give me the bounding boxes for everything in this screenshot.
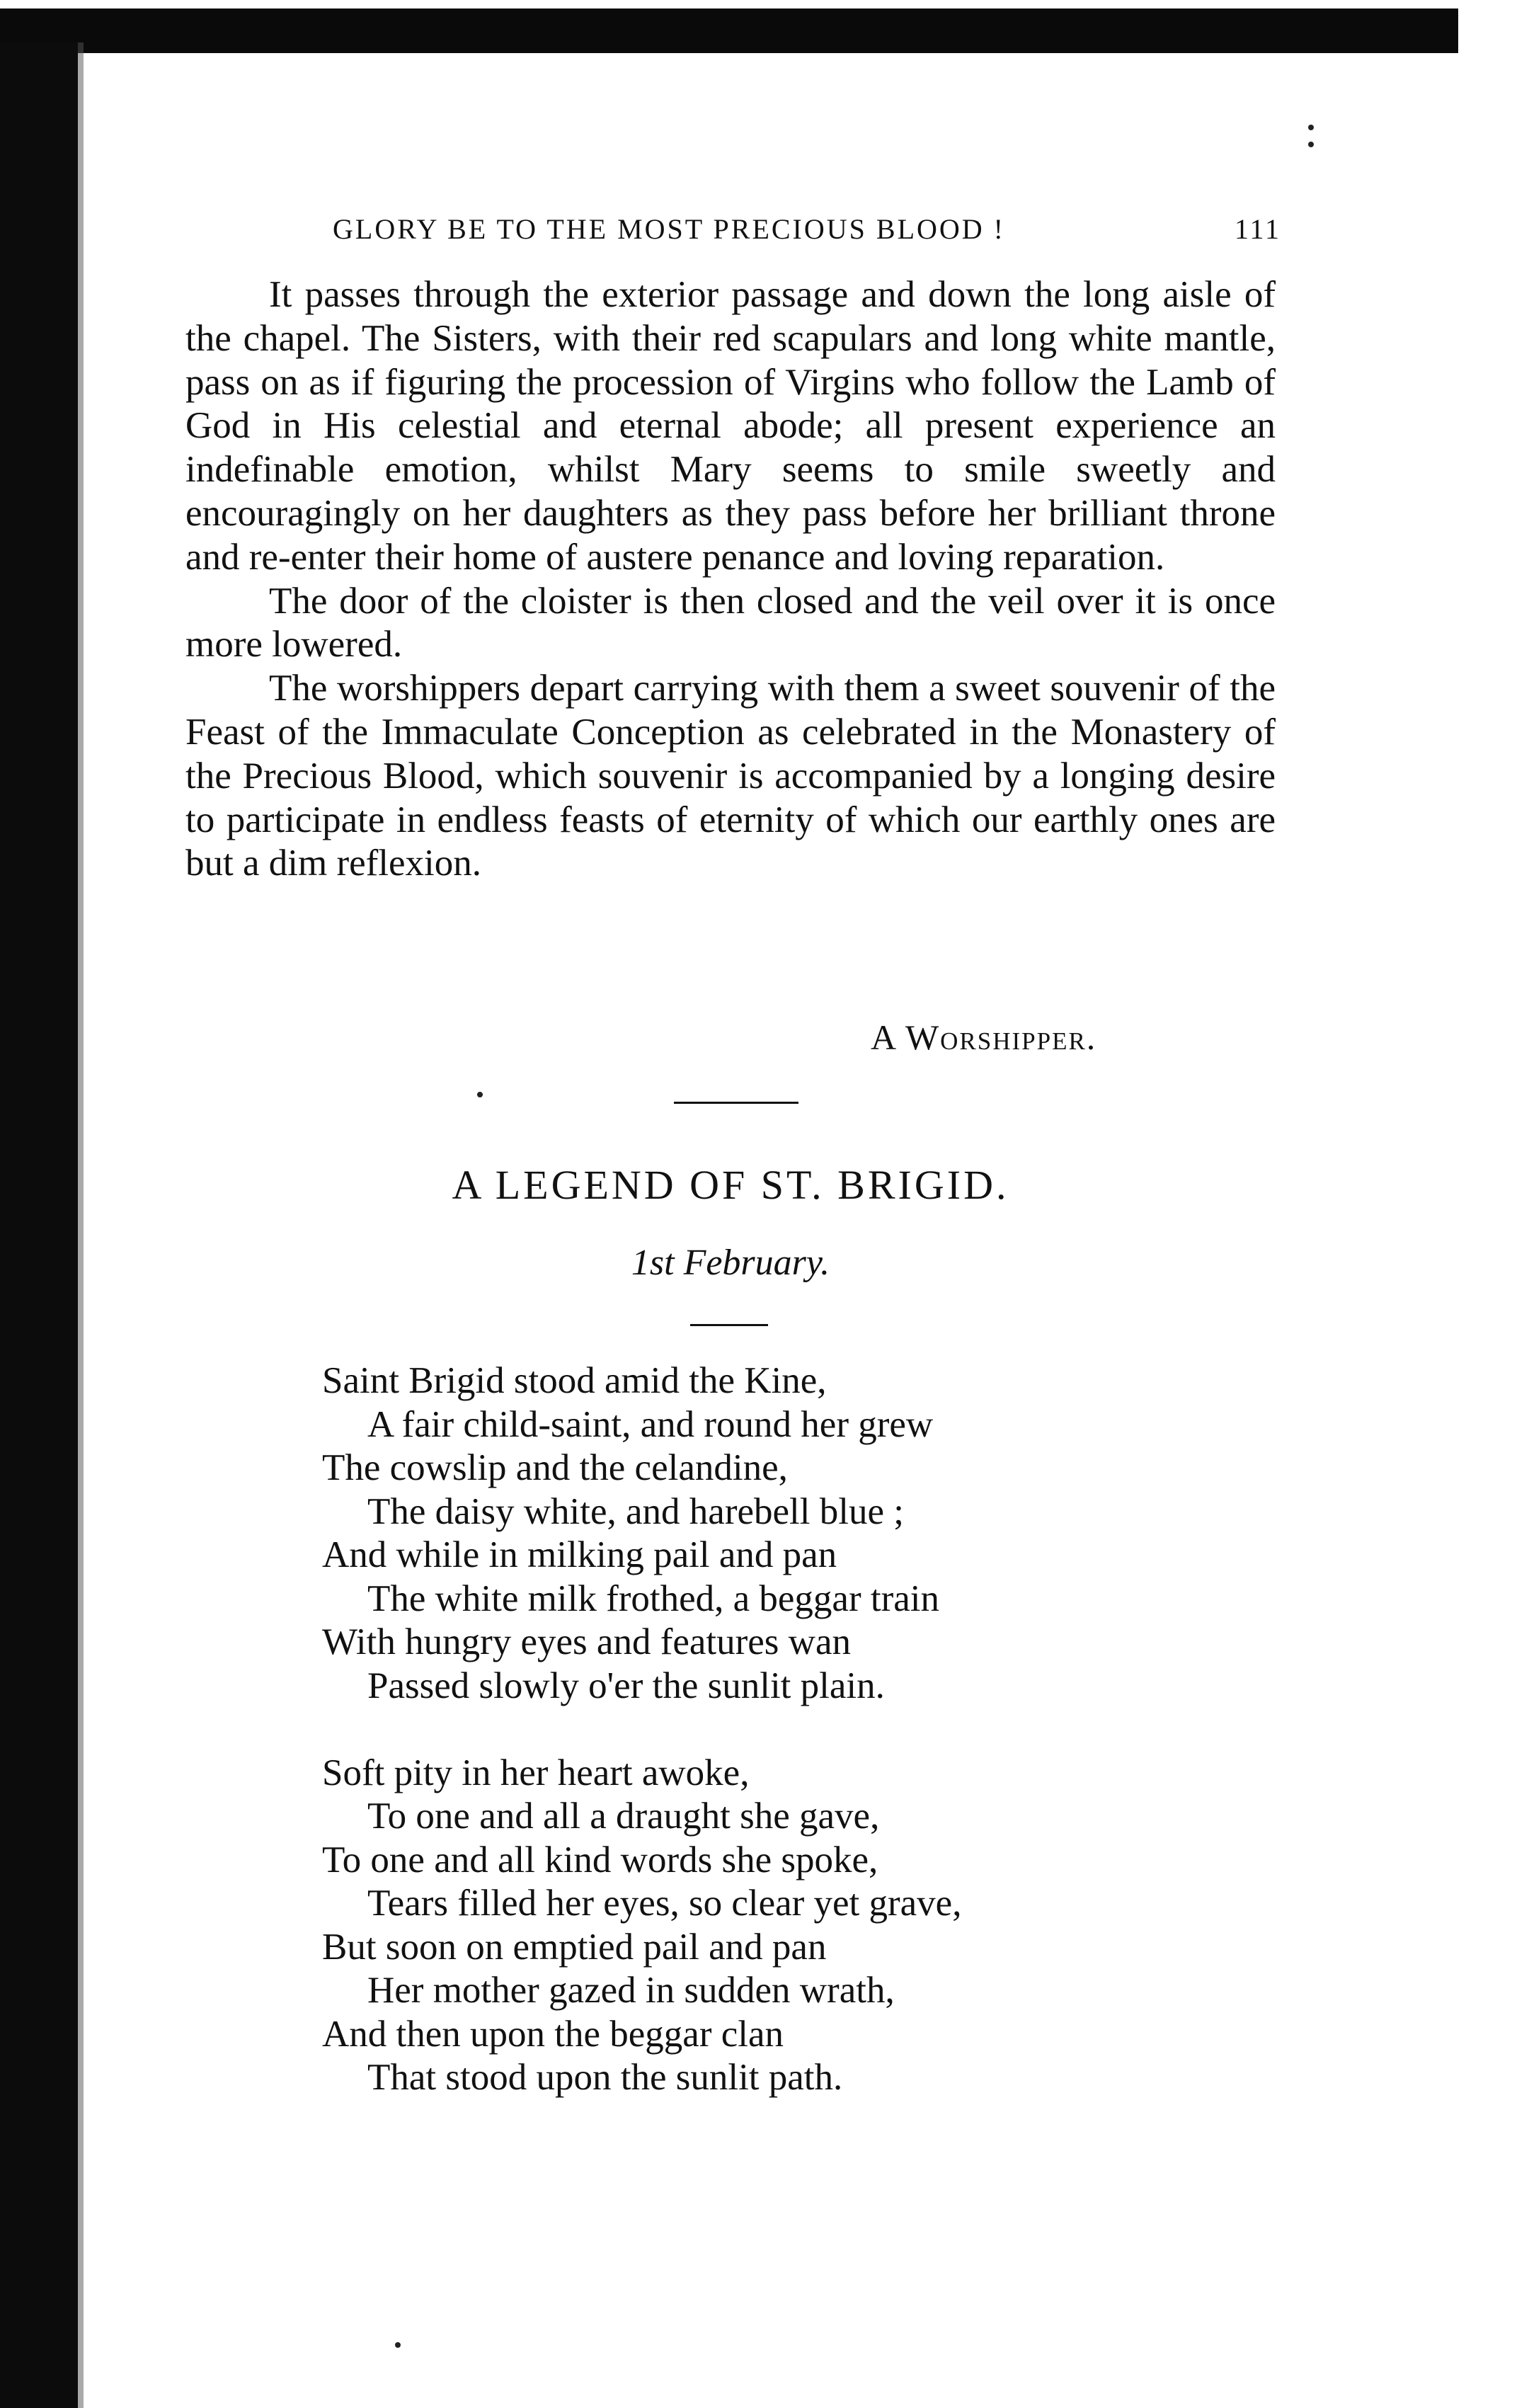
- poem-line: The cowslip and the celandine,: [322, 1447, 788, 1488]
- poem-line: Tears filled her eyes, so clear yet grave,: [367, 1883, 962, 1924]
- page-number: 111: [1234, 213, 1281, 245]
- scan-speck: [477, 1092, 483, 1097]
- scan-speck: [1308, 142, 1314, 147]
- scan-left-edge: [78, 42, 84, 2408]
- poem-line: The white milk frothed, a beggar train: [367, 1577, 939, 1619]
- scan-speck: [1308, 125, 1314, 130]
- scan-speck: [395, 2342, 401, 2348]
- poem-line: And while in milking pail and pan: [322, 1534, 837, 1575]
- poem-line: The daisy white, and harebell blue ;: [367, 1490, 904, 1532]
- signature: A Worshipper.: [871, 1017, 1097, 1057]
- poem-line: And then upon the beggar clan: [322, 2013, 784, 2055]
- poem-line: But soon on emptied pail and pan: [322, 1926, 827, 1968]
- poem-line: Saint Brigid stood amid the Kine,: [322, 1360, 827, 1401]
- paragraph: It passes through the exterior passage and down the long aisle of the chapel. The Sisters, with their red scapulars and long white mantle, pass on as if figuring the procession of Virgins who follow the Lamb of God in His celestial and eternal abode; all present experience an indefinable emotion, whilst Mary seems to smile sweetly and encouragingly on her daughters as they pass before her brilliant throne and re-enter their home of austere penance and loving reparation.: [185, 274, 1276, 578]
- paragraph: The worshippers depart carrying with them a sweet souvenir of the Feast of the Immaculate Conception as celebrated in the Monastery of the Precious Blood, which souvenir is accompanied by a longing desire to participate in endless feasts of eternity of which our earthly ones are but a dim reflexion.: [185, 668, 1276, 884]
- prose-body: [185, 273, 1276, 886]
- poem-line: That stood upon the sunlit path.: [367, 2057, 843, 2098]
- poem-line: To one and all kind words she spoke,: [322, 1839, 878, 1881]
- section-divider: [674, 1102, 798, 1104]
- running-head: [333, 212, 1281, 249]
- poem-line: Passed slowly o'er the sunlit plain.: [367, 1665, 885, 1706]
- poem-date: 1st February.: [631, 1243, 830, 1283]
- stanza: [322, 1359, 1313, 1708]
- running-head-title: GLORY BE TO THE MOST PRECIOUS BLOOD !: [333, 213, 1005, 245]
- poem-body: [322, 1359, 1313, 2143]
- scan-left-border: [0, 42, 78, 2408]
- stanza: [322, 1752, 1313, 2100]
- poem-line: Her mother gazed in sudden wrath,: [367, 1970, 895, 2011]
- poem-line: Soft pity in her heart awoke,: [322, 1752, 750, 1793]
- paragraph: The door of the cloister is then closed and the veil over it is once more lowered.: [185, 580, 1276, 666]
- title-divider: [690, 1324, 768, 1326]
- scan-top-gap: [0, 0, 1529, 8]
- poem-line: With hungry eyes and features wan: [322, 1621, 851, 1662]
- poem-line: To one and all a draught she gave,: [367, 1796, 880, 1837]
- poem-title: A LEGEND OF ST. BRIGID.: [452, 1162, 1009, 1208]
- poem-line: A fair child-saint, and round her grew: [367, 1403, 934, 1445]
